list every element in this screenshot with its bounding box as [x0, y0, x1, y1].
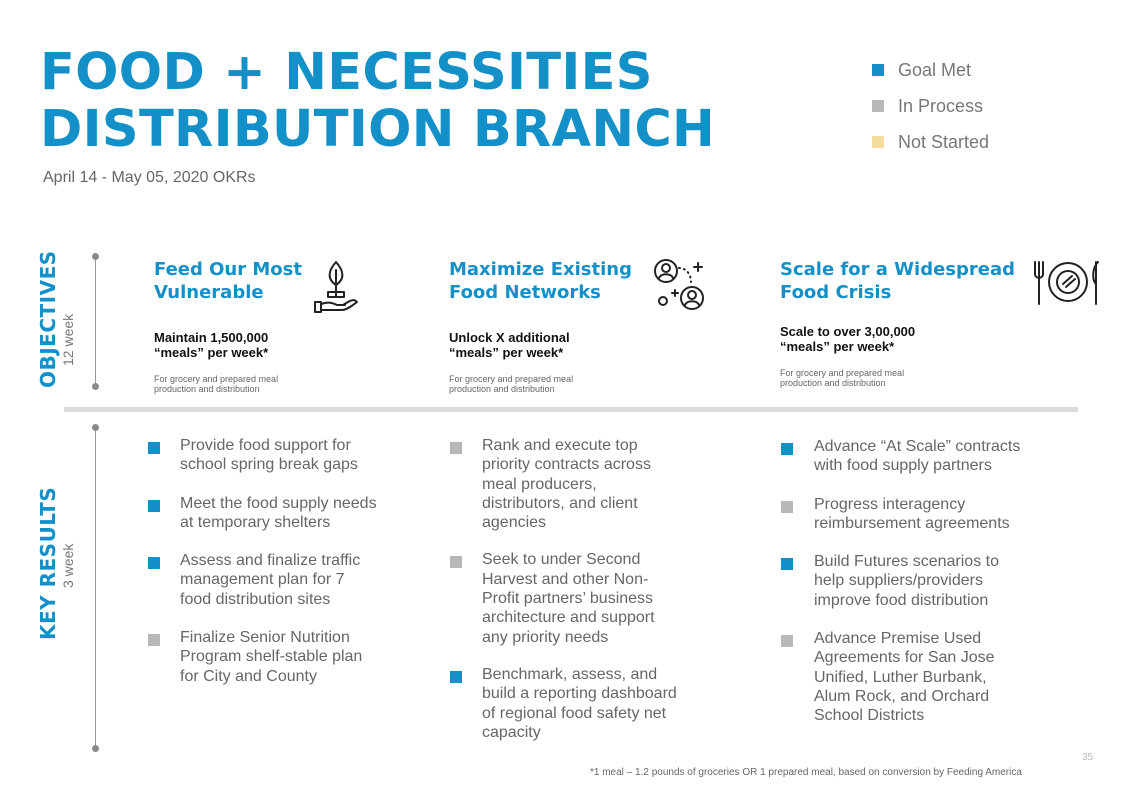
objective-title [449, 258, 632, 304]
legend-item-goal-met [872, 52, 989, 88]
section-divider [64, 407, 1078, 412]
objective-title-line: Maximize Existing [449, 259, 632, 280]
objective-note-line: production and distribution [449, 384, 555, 394]
status-indicator [450, 556, 462, 568]
page-title [40, 44, 715, 158]
key-result-line: Seek to under Second [482, 551, 641, 569]
key-result-line: Profit partners’ business [482, 590, 654, 608]
key-result-line: management plan for 7 [180, 571, 345, 589]
key-results-column-3 [781, 437, 1071, 726]
objective-metric-line: “meals” per week* [154, 345, 269, 360]
page-number: 35 [1082, 752, 1094, 763]
objective-note [154, 374, 359, 394]
objective-metric [449, 330, 705, 360]
key-result-line: capacity [482, 723, 541, 741]
key-result-line: Harvest and other Non- [482, 570, 649, 588]
status-indicator [148, 442, 160, 454]
key-result-item [148, 551, 418, 609]
key-result-item [148, 494, 418, 533]
key-result-item [450, 550, 730, 646]
objectives-duration: 12 week [60, 313, 76, 366]
key-result-text [180, 494, 377, 533]
plate-cutlery-icon [1032, 258, 1104, 308]
objective-note-line: For grocery and prepared meal [449, 374, 574, 384]
key-result-text [180, 436, 358, 475]
objective-metric-line: “meals” per week* [449, 345, 564, 360]
key-result-line: distributors, and client [482, 494, 638, 512]
key-result-line: at temporary shelters [180, 513, 331, 531]
objective-metric-line: Unlock X additional [449, 330, 570, 345]
key-results-side-label [36, 487, 76, 640]
legend-item-not-started [872, 124, 989, 160]
objective-card-3 [780, 258, 1104, 388]
key-result-line: reimbursement agreements [814, 514, 1010, 532]
objective-metric [780, 324, 1104, 354]
status-indicator [781, 443, 793, 455]
key-result-line: any priority needs [482, 628, 609, 646]
objective-note-line: For grocery and prepared meal [154, 374, 279, 384]
objectives-side-label [36, 250, 76, 388]
key-results-column-2 [450, 436, 730, 742]
key-result-text [180, 628, 362, 686]
status-indicator [781, 558, 793, 570]
objective-metric-line: Scale to over 3,00,000 [780, 324, 916, 339]
key-result-line: of regional food safety net [482, 704, 667, 722]
key-result-line: Program shelf-stable plan [180, 648, 363, 666]
key-results-timeline-line [95, 428, 96, 748]
legend-label-not-started: Not Started [898, 131, 990, 152]
objective-metric-line: “meals” per week* [780, 339, 895, 354]
objective-title-line: Feed Our Most [154, 259, 302, 280]
objective-note [780, 368, 1104, 388]
key-result-line: improve food distribution [814, 591, 989, 609]
objective-title-line: Vulnerable [154, 282, 264, 303]
objective-note [449, 374, 705, 394]
objective-title-line: Food Networks [449, 282, 601, 303]
key-result-line: Provide food support for [180, 437, 351, 454]
status-indicator [450, 671, 462, 683]
key-result-line: Rank and execute top [482, 437, 638, 454]
key-result-text [482, 665, 677, 742]
key-result-item [781, 495, 1071, 534]
key-result-line: Advance “At Scale” contracts [814, 438, 1021, 455]
key-result-item [781, 552, 1071, 610]
key-results-label: KEY RESULTS [36, 486, 60, 640]
key-result-item [781, 629, 1071, 725]
objective-title [780, 258, 1015, 304]
key-result-text [814, 437, 1020, 476]
objective-note-line: production and distribution [154, 384, 260, 394]
objective-metric [154, 330, 359, 360]
key-result-text [814, 495, 1010, 534]
status-indicator [781, 501, 793, 513]
status-indicator [148, 500, 160, 512]
legend-swatch-in-process [872, 100, 884, 112]
key-result-line: Progress interagency [814, 495, 966, 513]
objective-title-line: Food Crisis [780, 282, 892, 303]
key-result-line: Assess and finalize traffic [180, 552, 361, 570]
timeline-dot [92, 424, 99, 431]
legend-swatch-goal-met [872, 64, 884, 76]
key-result-item [148, 628, 418, 686]
legend-label-in-process: In Process [898, 95, 984, 116]
key-result-item [450, 665, 730, 742]
key-result-line: with food supply partners [814, 457, 992, 475]
key-result-item [781, 437, 1071, 476]
plant-in-hand-icon [313, 258, 359, 314]
key-result-text [482, 550, 655, 646]
title-line-2: DISTRIBUTION BRANCH [40, 100, 716, 159]
status-indicator [148, 634, 160, 646]
objective-note-line: production and distribution [780, 378, 886, 388]
timeline-dot [92, 383, 99, 390]
timeline-dot [92, 745, 99, 752]
key-result-line: Alum Rock, and Orchard [814, 687, 990, 705]
objectives-timeline-line [95, 258, 96, 386]
objective-title [154, 258, 302, 304]
key-result-item [148, 436, 418, 475]
key-result-line: School Districts [814, 707, 925, 725]
key-result-line: Agreements for San Jose [814, 649, 995, 667]
key-result-text [814, 629, 995, 725]
key-result-line: build a reporting dashboard [482, 685, 677, 703]
key-result-text [482, 436, 651, 532]
key-result-line: food distribution sites [180, 590, 331, 608]
objective-card-2 [449, 258, 705, 394]
key-result-line: for City and County [180, 667, 317, 685]
key-result-line: Advance Premise Used [814, 630, 982, 648]
key-result-line: Unified, Luther Burbank, [814, 668, 987, 686]
key-result-line: help suppliers/providers [814, 572, 983, 590]
objective-title-line: Scale for a Widespread [780, 259, 1016, 280]
page-subtitle: April 14 - May 05, 2020 OKRs [43, 169, 256, 186]
key-result-line: architecture and support [482, 609, 655, 627]
key-result-text [180, 551, 360, 609]
key-results-column-1 [148, 436, 418, 686]
key-result-line: agencies [482, 514, 547, 532]
key-result-line: school spring break gaps [180, 456, 358, 474]
timeline-dot [92, 253, 99, 260]
key-result-item [450, 436, 730, 532]
legend-swatch-not-started [872, 136, 884, 148]
legend-label-goal-met: Goal Met [898, 59, 972, 80]
objective-card-1 [154, 258, 359, 394]
status-legend [872, 52, 989, 160]
status-indicator [148, 557, 160, 569]
key-result-line: Benchmark, assess, and [482, 665, 658, 683]
legend-item-in-process [872, 88, 989, 124]
network-people-icon [653, 258, 705, 314]
title-line-1: FOOD + NECESSITIES [40, 43, 653, 102]
key-result-text [814, 552, 999, 610]
key-result-line: meal producers, [482, 475, 597, 493]
objective-note-line: For grocery and prepared meal [780, 368, 905, 378]
key-result-line: Finalize Senior Nutrition [180, 629, 350, 647]
footnote: *1 meal – 1.2 pounds of groceries OR 1 prepared meal, based on conversion by Feeding America [590, 767, 1022, 778]
key-result-line: priority contracts across [482, 456, 651, 474]
status-indicator [450, 442, 462, 454]
key-result-line: Build Futures scenarios to [814, 553, 999, 571]
objective-metric-line: Maintain 1,500,000 [154, 330, 269, 345]
status-indicator [781, 635, 793, 647]
objectives-label: OBJECTIVES [36, 250, 60, 388]
key-result-line: Meet the food supply needs [180, 494, 377, 512]
key-results-duration: 3 week [60, 543, 76, 588]
